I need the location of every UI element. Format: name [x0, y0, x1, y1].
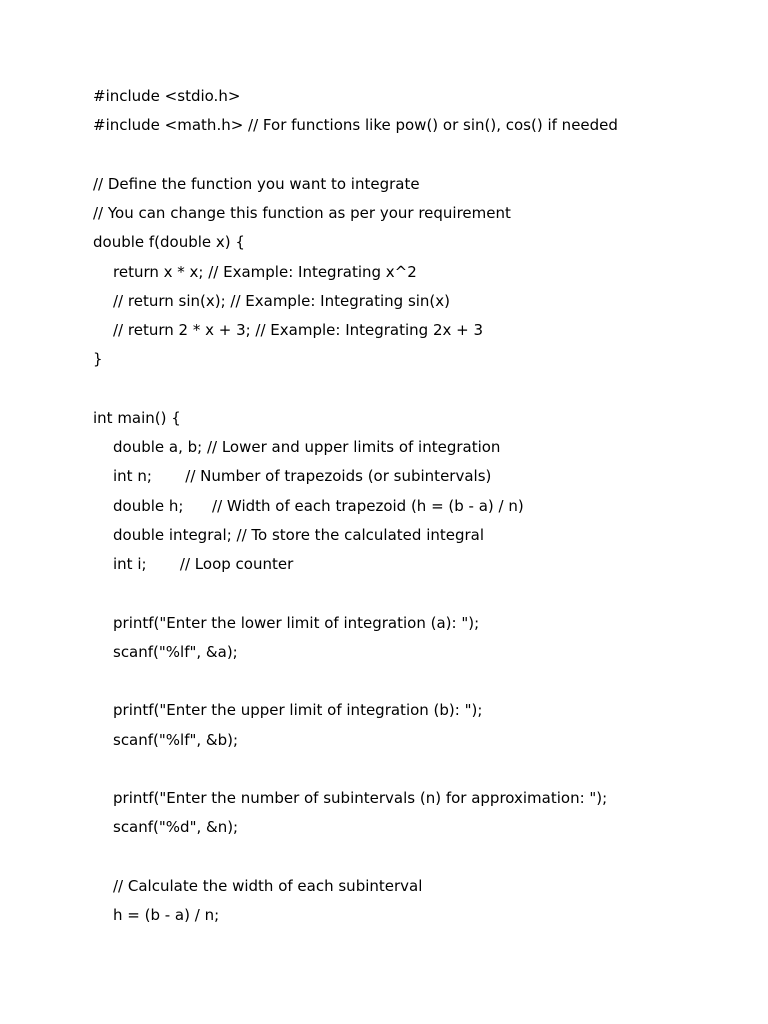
code-line: double f(double x) {	[93, 233, 245, 252]
code-line: printf("Enter the upper limit of integration (b): ");	[113, 701, 483, 720]
code-listing	[93, 82, 733, 930]
blank-line	[93, 843, 733, 872]
blank-line	[93, 141, 733, 170]
code-line: int i; // Loop counter	[113, 555, 294, 573]
code-line: scanf("%d", &n);	[113, 818, 239, 837]
code-line: double integral; // To store the calculated integral	[113, 525, 485, 544]
blank-line	[93, 755, 733, 784]
code-line: int main() {	[93, 408, 181, 427]
code-line: #include <stdio.h>	[93, 87, 241, 105]
code-line: #include <math.h> // For functions like pow() or sin(), cos() if needed	[93, 116, 618, 135]
blank-line	[93, 667, 733, 696]
code-line: scanf("%lf", &b);	[113, 730, 239, 749]
code-line: printf("Enter the lower limit of integration (a): ");	[113, 613, 480, 632]
code-line: h = (b - a) / n;	[113, 906, 220, 924]
blank-line	[93, 579, 733, 608]
code-line: // return 2 * x + 3; // Example: Integrating 2x + 3	[113, 321, 484, 339]
blank-line	[93, 375, 733, 404]
code-line: }	[93, 350, 103, 369]
code-line: double h; // Width of each trapezoid (h = (b - a) / n)	[113, 496, 524, 515]
code-line: int n; // Number of trapezoids (or subintervals)	[113, 467, 492, 486]
code-line: double a, b; // Lower and upper limits of integration	[113, 438, 501, 456]
code-line: // Define the function you want to integrate	[93, 174, 420, 193]
code-line: return x * x; // Example: Integrating x^2	[113, 262, 417, 281]
code-line: scanf("%lf", &a);	[113, 642, 238, 661]
code-line: printf("Enter the number of subintervals (n) for approximation: ");	[113, 789, 608, 807]
code-line: // return sin(x); // Example: Integrating sin(x)	[113, 291, 451, 310]
code-line: // You can change this function as per your requirement	[93, 204, 511, 222]
code-line: // Calculate the width of each subinterval	[113, 876, 423, 895]
